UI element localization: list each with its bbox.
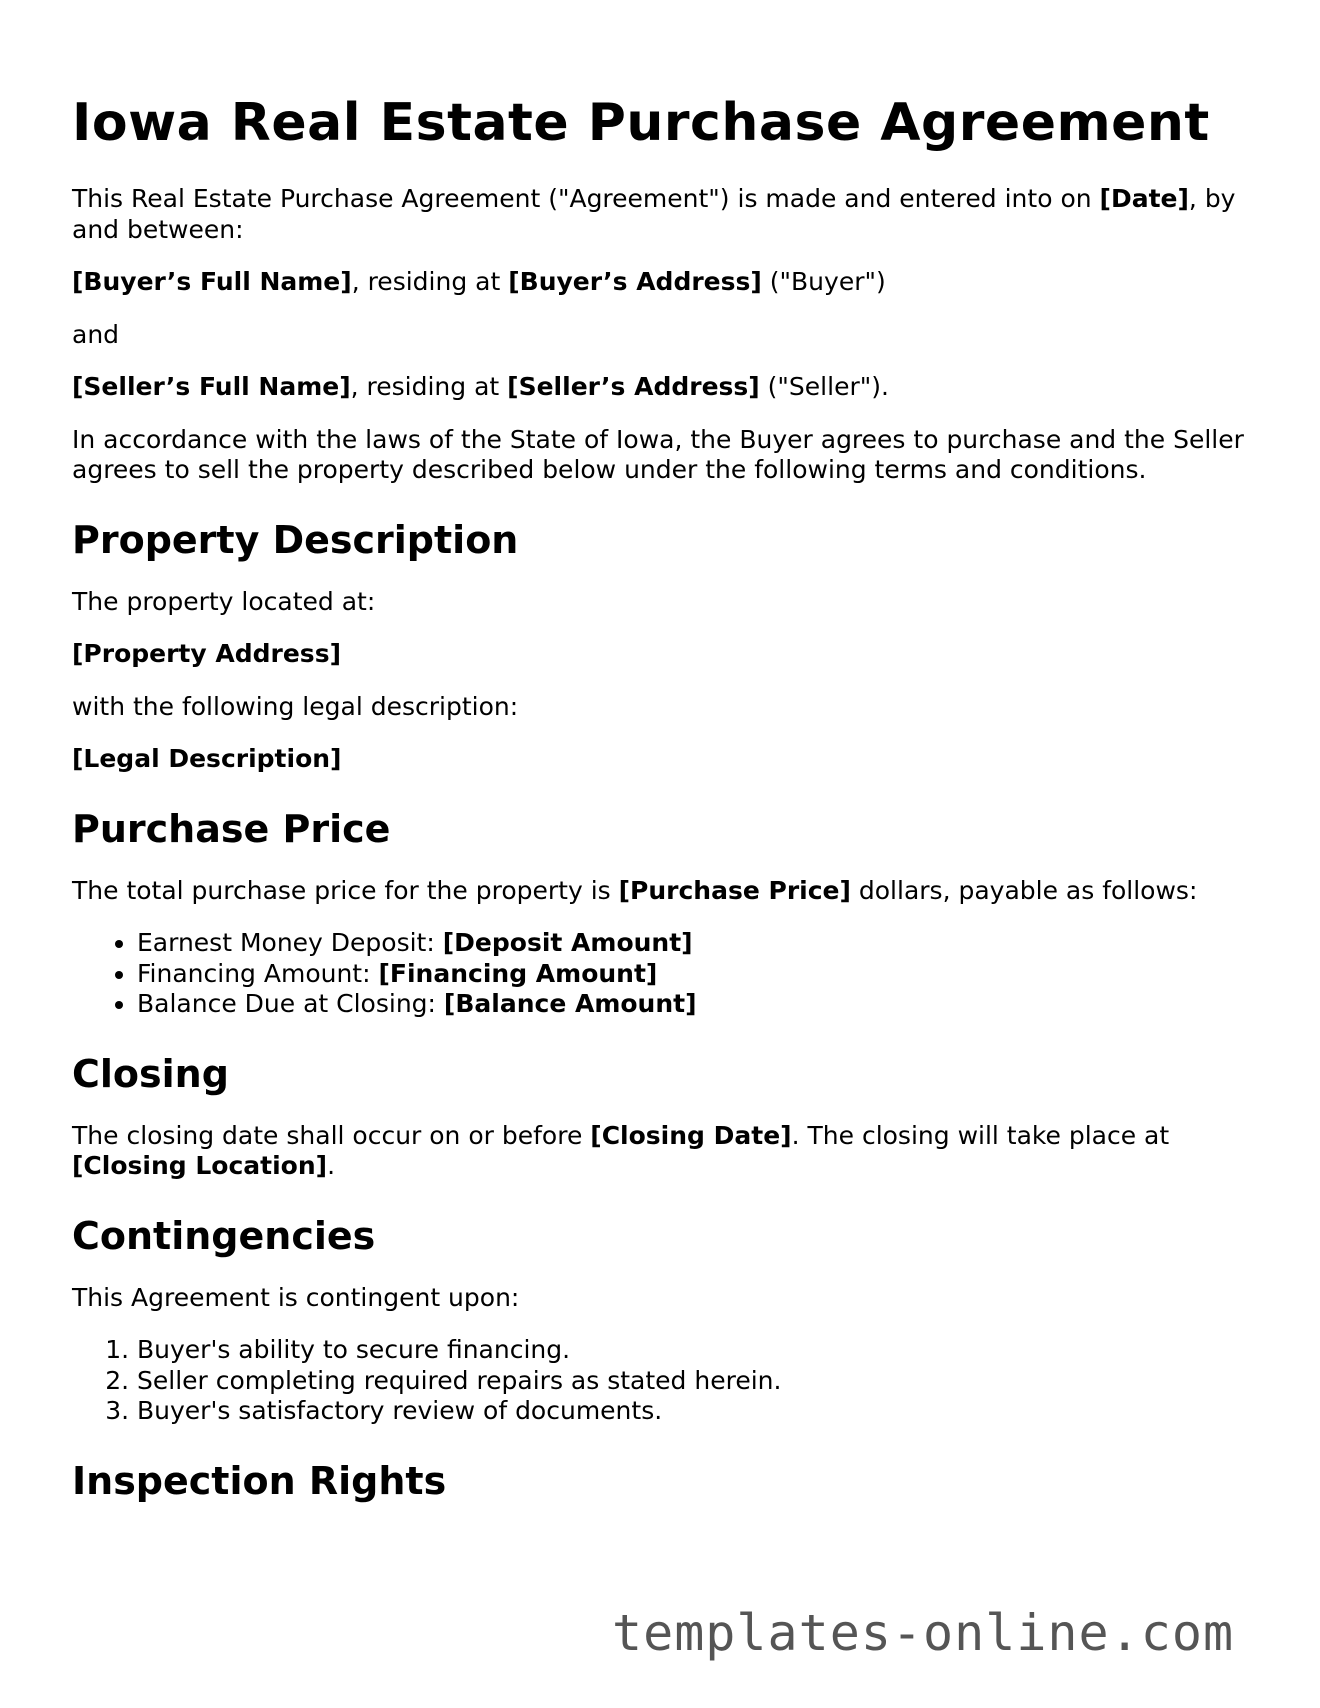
payment-value: [Balance Amount]	[443, 989, 697, 1018]
seller-name-placeholder: [Seller’s Full Name]	[72, 372, 351, 401]
price-text: The total purchase price for the property is	[72, 875, 619, 905]
payment-value: [Financing Amount]	[378, 958, 658, 988]
intro-text-after: , by and between:	[72, 184, 1236, 244]
legal-description-placeholder: [Legal Description]	[72, 744, 342, 773]
legal-description-paragraph	[72, 744, 1252, 775]
document-page	[72, 0, 1252, 1504]
closing-text-after: .	[327, 1151, 336, 1180]
closing-location-placeholder: [Closing Location]	[72, 1151, 328, 1180]
property-located-text: The property located at:	[72, 586, 376, 616]
payment-label: Financing Amount:	[137, 958, 379, 988]
document-title: Iowa Real Estate Purchase Agreement	[72, 93, 1210, 153]
contingencies-heading: Contingencies	[72, 1213, 376, 1258]
seller-role-text: ("Seller").	[759, 372, 889, 401]
payment-label: Balance Due at Closing:	[137, 989, 444, 1018]
purchase-price-paragraph	[72, 876, 1252, 907]
closing-heading: Closing	[72, 1051, 229, 1096]
closing-date-placeholder: [Closing Date]	[590, 1120, 792, 1150]
purchase-price-placeholder: [Purchase Price]	[618, 875, 851, 905]
property-heading: Property Description	[72, 517, 519, 562]
and-paragraph: and	[72, 319, 120, 349]
closing-text: The closing date shall occur on or before	[72, 1120, 591, 1150]
buyer-role-text: ("Buyer")	[761, 267, 886, 296]
date-placeholder: [Date]	[1099, 184, 1189, 213]
property-address-paragraph	[72, 639, 1252, 670]
buyer-address-placeholder: [Buyer’s Address]	[508, 267, 762, 296]
closing-text-middle: . The closing will take place at	[791, 1120, 1170, 1150]
list-item: 1. Buyer's ability to secure financing.	[137, 1335, 1252, 1366]
watermark: templates-online.com	[612, 1604, 1235, 1662]
buyer-paragraph	[72, 267, 1252, 298]
property-address-placeholder: [Property Address]	[72, 639, 341, 668]
list-item	[137, 928, 1252, 959]
buyer-name-placeholder: [Buyer’s Full Name]	[72, 267, 352, 296]
seller-paragraph	[72, 372, 1252, 403]
intro-paragraph	[72, 184, 1252, 245]
payment-value: [Deposit Amount]	[442, 928, 693, 957]
closing-paragraph	[72, 1121, 1252, 1182]
payment-list	[72, 928, 1252, 1020]
list-item	[137, 989, 1252, 1020]
list-item: 2. Seller completing required repairs as stated herein.	[137, 1366, 1252, 1397]
list-item: 3. Buyer's satisfactory review of documents.	[137, 1396, 1252, 1427]
accordance-paragraph: In accordance with the laws of the State of Iowa, the Buyer agrees to purchase and the Seller agrees to sell the property described below under the following terms and conditions.	[72, 424, 1244, 484]
price-text-after: dollars, payable as follows:	[850, 875, 1198, 905]
buyer-residing-text: , residing at	[351, 267, 509, 296]
contingencies-list	[72, 1335, 1252, 1427]
contingencies-intro: This Agreement is contingent upon:	[72, 1282, 520, 1312]
payment-label: Earnest Money Deposit:	[137, 928, 443, 957]
list-item	[137, 959, 1252, 990]
purchase-price-heading: Purchase Price	[72, 806, 391, 851]
inspection-heading: Inspection Rights	[72, 1458, 447, 1503]
seller-residing-text: , residing at	[350, 372, 508, 401]
legal-description-text: with the following legal description:	[72, 691, 519, 721]
intro-text: This Real Estate Purchase Agreement ("Agreement") is made and entered into on	[72, 184, 1100, 213]
seller-address-placeholder: [Seller’s Address]	[507, 372, 760, 401]
